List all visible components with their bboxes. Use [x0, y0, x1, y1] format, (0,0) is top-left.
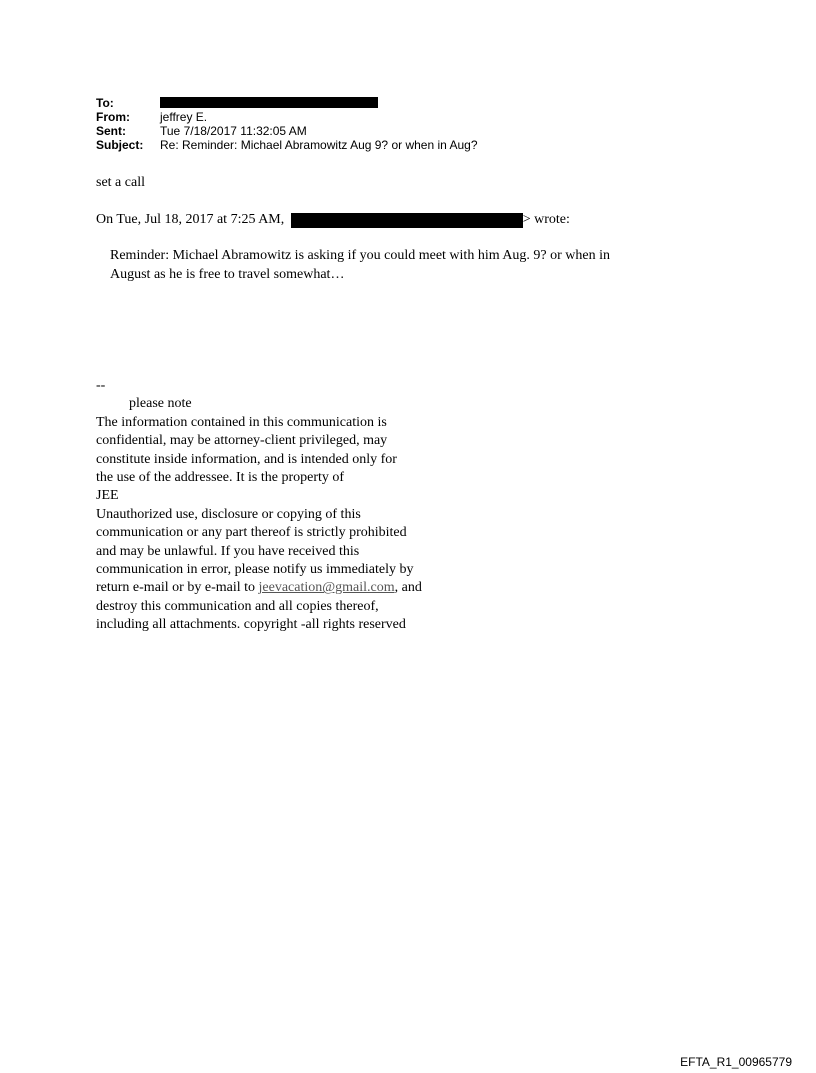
to-label: To: — [96, 96, 114, 110]
footer-email-line — [96, 579, 422, 597]
email-line-prefix: return e-mail or by e-mail to — [96, 580, 259, 596]
sent-row — [96, 124, 478, 138]
subject-label: Subject: — [96, 138, 144, 152]
quoted-line: August as he is free to travel somewhat… — [110, 267, 345, 282]
email-header — [96, 96, 478, 152]
footer-line: communication or any part thereof is strictly prohibited — [96, 525, 407, 541]
document-id: EFTA_R1_00965779 — [680, 1055, 792, 1069]
footer-line: communication in error, please notify us immediately by — [96, 562, 414, 578]
footer-separator: -- — [96, 378, 106, 393]
footer-line: and may be unlawful. If you have received this — [96, 543, 360, 559]
to-row — [96, 96, 478, 110]
footer-line: destroy this communication and all copies thereof, — [96, 598, 379, 614]
subject-row — [96, 138, 478, 152]
from-value: jeffrey E. — [160, 110, 208, 124]
to-value — [160, 96, 378, 110]
footer-line: Unauthorized use, disclosure or copying of this — [96, 506, 361, 522]
quoted-line: Reminder: Michael Abramowitz is asking if you could meet with him Aug. 9? or when in — [110, 248, 611, 263]
footer-line: The information contained in this communication is — [96, 414, 387, 430]
from-row — [96, 110, 478, 124]
subject-value: Re: Reminder: Michael Abramowitz Aug 9? or when in Aug? — [160, 138, 478, 152]
quote-intro-suffix: > wrote: — [522, 212, 570, 227]
reply-text: set a call — [96, 175, 145, 190]
quote-intro-line — [96, 212, 570, 228]
email-link[interactable]: jeevacation@gmail.com — [258, 580, 395, 596]
footer-line: including all attachments. copyright -all rights reserved — [96, 617, 406, 633]
footer-line: JEE — [96, 488, 119, 504]
redaction-bar — [291, 213, 523, 228]
footer-line: confidential, may be attorney-client privileged, may — [96, 433, 388, 449]
quote-intro: On Tue, Jul 18, 2017 at 7:25 AM, — [96, 212, 285, 227]
footer-note: please note — [129, 396, 192, 412]
confidentiality-footer — [96, 377, 422, 635]
footer-line: constitute inside information, and is intended only for — [96, 451, 397, 467]
footer-line: the use of the addressee. It is the property of — [96, 470, 345, 486]
sent-label: Sent: — [96, 124, 126, 138]
from-label: From: — [96, 110, 130, 124]
sent-value: Tue 7/18/2017 11:32:05 AM — [160, 124, 307, 138]
email-line-suffix: , and — [394, 580, 422, 596]
quoted-message — [110, 246, 610, 284]
redaction-bar — [160, 97, 378, 108]
